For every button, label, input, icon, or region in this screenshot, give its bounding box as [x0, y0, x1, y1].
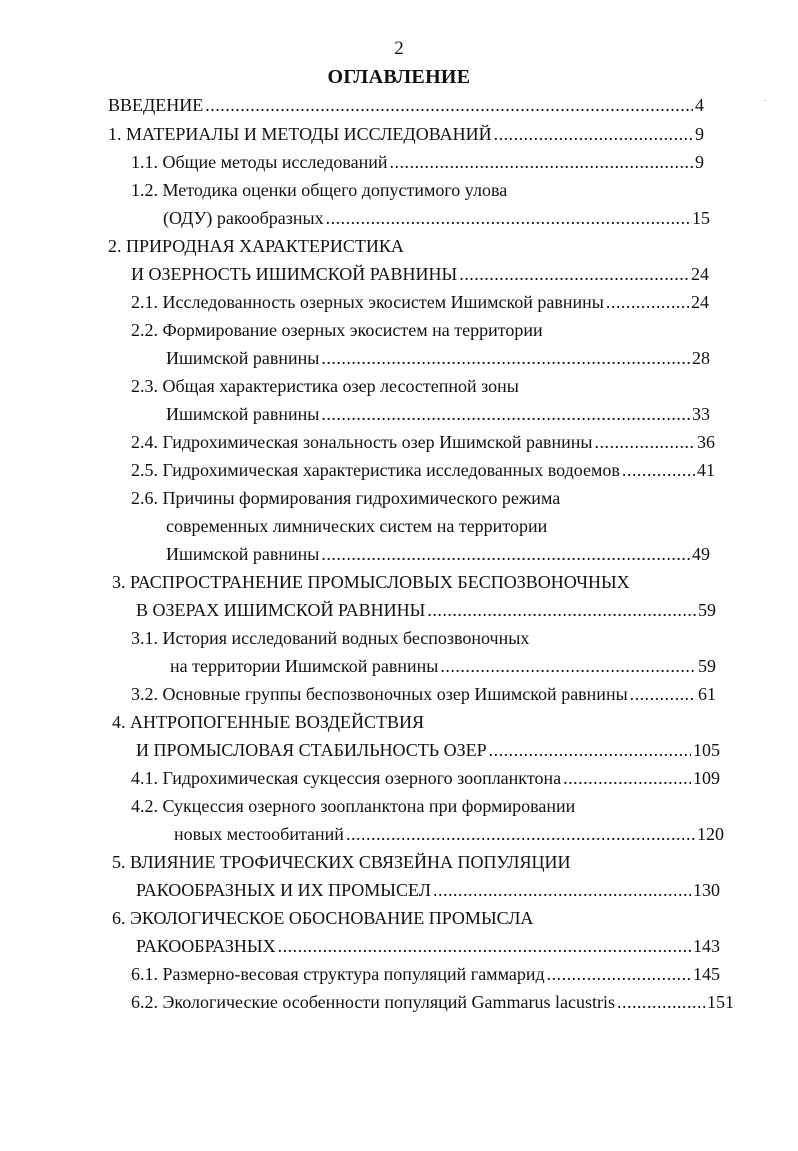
- toc-page-number: 61: [698, 684, 716, 704]
- toc-entry-section-2-4: [131, 431, 715, 453]
- dot-leader: [563, 767, 691, 789]
- toc-entry-chapter-1: [108, 123, 704, 145]
- toc-entry-text: 4.1. Гидрохимическая сукцессия озерного зоопланктона: [131, 768, 562, 788]
- toc-entry-section-2-2-line1: [131, 319, 543, 341]
- toc-entry-text: 3.1. История исследований водных беспозвоночных: [131, 628, 530, 648]
- toc-page-number: 145: [693, 964, 720, 984]
- dot-leader: [321, 403, 690, 425]
- dot-leader: [205, 94, 693, 116]
- toc-entry-chapter-5-line1: [112, 851, 570, 873]
- toc-page-number: 105: [693, 740, 720, 760]
- toc-entry-section-6-1: [131, 963, 720, 985]
- dot-leader: [494, 123, 693, 145]
- toc-entry-text: 2.4. Гидрохимическая зональность озер Ишимской равнины: [131, 432, 593, 452]
- toc-page-number: 151: [707, 992, 734, 1012]
- toc-entry-section-2-3-line1: [131, 375, 519, 397]
- toc-entry-text: 1. МАТЕРИАЛЫ И МЕТОДЫ ИССЛЕДОВАНИЙ: [108, 124, 492, 144]
- toc-page-number: 49: [692, 544, 710, 564]
- dot-leader: [321, 347, 690, 369]
- toc-entry-chapter-6-line1: [112, 907, 533, 929]
- dot-leader: [547, 963, 691, 985]
- dot-leader: [326, 207, 690, 229]
- dot-leader: [489, 739, 691, 761]
- toc-page-number: 4: [695, 95, 704, 115]
- toc-page-number: 33: [692, 404, 710, 424]
- toc-entry-text: 1.2. Методика оценки общего допустимого улова: [131, 180, 508, 200]
- dot-leader: [440, 655, 696, 677]
- toc-page-number: 59: [698, 600, 716, 620]
- toc-page-number: 109: [693, 768, 720, 788]
- toc-entry-text: РАКООБРАЗНЫХ И ИХ ПРОМЫСЕЛ: [136, 880, 431, 900]
- toc-entry-text: Ишимской равнины: [166, 404, 320, 424]
- toc-entry-chapter-6-line2: [136, 935, 720, 957]
- toc-entry-section-2-3-line2: [166, 403, 710, 425]
- toc-entry-text: И ОЗЕРНОСТЬ ИШИМСКОЙ РАВНИНЫ: [131, 264, 458, 284]
- toc-entry-text: 2.1. Исследованность озерных экосистем Ишимской равнины: [131, 292, 604, 312]
- toc-entry-section-2-6-line1: [131, 487, 560, 509]
- toc-entry-text: 3.2. Основные группы беспозвоночных озер Ишимской равнины: [131, 684, 628, 704]
- toc-entry-text: 5. ВЛИЯНИЕ ТРОФИЧЕСКИХ СВЯЗЕЙНА ПОПУЛЯЦИИ: [112, 852, 571, 872]
- toc-entry-text: на территории Ишимской равнины: [170, 656, 439, 676]
- toc-entry-section-4-2-line2: [174, 823, 724, 845]
- toc-entry-section-3-2: [131, 683, 716, 705]
- dot-leader: [433, 879, 691, 901]
- dot-leader: [622, 459, 695, 481]
- dot-leader: [278, 935, 691, 957]
- toc-page-number: 24: [691, 292, 709, 312]
- toc-entry-section-2-6-line2: [166, 515, 547, 537]
- toc-entry-text: 1.1. Общие методы исследований: [131, 152, 388, 172]
- toc-page-number: 15: [692, 208, 710, 228]
- toc-page-number: 28: [692, 348, 710, 368]
- toc-entry-chapter-3-line1: [112, 571, 630, 593]
- toc-page-number: 24: [691, 264, 709, 284]
- toc-entry-text: современных лимнических систем на территории: [166, 516, 548, 536]
- dot-leader: [606, 291, 689, 313]
- toc-entry-chapter-3-line2: [136, 599, 716, 621]
- dot-leader: [346, 823, 695, 845]
- dot-leader: [459, 263, 689, 285]
- toc-entry-text: РАКООБРАЗНЫХ: [136, 936, 276, 956]
- toc-entry-text: новых местообитаний: [174, 824, 344, 844]
- toc-entry-section-2-1: [131, 291, 709, 313]
- toc-entry-section-3-1-line1: [131, 627, 529, 649]
- toc-entry-section-3-1-line2: [170, 655, 716, 677]
- toc-page-number: 59: [698, 656, 716, 676]
- toc-page-number: 130: [693, 880, 720, 900]
- toc-entry-text: Ишимской равнины: [166, 544, 320, 564]
- toc-entry-intro: [108, 94, 704, 116]
- toc-entry-text: 2. ПРИРОДНАЯ ХАРАКТЕРИСТИКА: [108, 236, 404, 256]
- toc-entry-text: 2.6. Причины формирования гидрохимического режима: [131, 488, 561, 508]
- toc-page-number: 120: [697, 824, 724, 844]
- toc-title: ОГЛАВЛЕНИЕ: [327, 66, 471, 88]
- toc-page-number: 143: [693, 936, 720, 956]
- toc-entry-section-4-2-line1: [131, 795, 575, 817]
- toc-entry-chapter-4-line2: [136, 739, 720, 761]
- toc-entry-text: 3. РАСПРОСТРАНЕНИЕ ПРОМЫСЛОВЫХ БЕСПОЗВОНОЧНЫХ: [112, 572, 630, 592]
- toc-entry-section-2-2-line2: [166, 347, 710, 369]
- toc-entry-text: В ОЗЕРАХ ИШИМСКОЙ РАВНИНЫ: [136, 600, 426, 620]
- toc-entry-section-2-6-line3: [166, 543, 710, 565]
- toc-entry-text: 4.2. Сукцессия озерного зоопланктона при формировании: [131, 796, 576, 816]
- dot-leader: [594, 431, 695, 453]
- toc-entry-text: (ОДУ) ракообразных: [163, 208, 324, 228]
- toc-entry-text: 2.3. Общая характеристика озер лесостепной зоны: [131, 376, 519, 396]
- toc-entry-chapter-2-line2: [131, 263, 709, 285]
- scan-speck: [765, 100, 766, 101]
- toc-entry-section-2-5: [131, 459, 715, 481]
- toc-entry-section-6-2: [131, 991, 734, 1013]
- toc-entry-text: 6.1. Размерно-весовая структура популяций гаммарид: [131, 964, 545, 984]
- toc-entry-section-1-2-line2: [163, 207, 710, 229]
- toc-entry-text: 6.2. Экологические особенности популяций Gammarus lacustris: [131, 992, 615, 1012]
- page-number: 2: [394, 38, 404, 59]
- toc-page-number: 41: [697, 460, 715, 480]
- toc-page-number: 9: [695, 152, 704, 172]
- dot-leader: [427, 599, 696, 621]
- toc-entry-text: 6. ЭКОЛОГИЧЕСКОЕ ОБОСНОВАНИЕ ПРОМЫСЛА: [112, 908, 534, 928]
- toc-entry-text: И ПРОМЫСЛОВАЯ СТАБИЛЬНОСТЬ ОЗЕР: [136, 740, 487, 760]
- toc-entry-text: 2.5. Гидрохимическая характеристика исследованных водоемов: [131, 460, 620, 480]
- toc-entry-section-1-1: [131, 151, 704, 173]
- dot-leader: [390, 151, 693, 173]
- toc-entry-text: Ишимской равнины: [166, 348, 320, 368]
- toc-entry-chapter-2-line1: [108, 235, 404, 257]
- toc-entry-text: ВВЕДЕНИЕ: [108, 95, 204, 115]
- toc-entry-section-4-1: [131, 767, 720, 789]
- dot-leader: [617, 991, 705, 1013]
- dot-leader: [321, 543, 690, 565]
- toc-page-number: 9: [695, 124, 704, 144]
- toc-entry-chapter-5-line2: [136, 879, 720, 901]
- toc-page-number: 36: [697, 432, 715, 452]
- toc-entry-text: 2.2. Формирование озерных экосистем на территории: [131, 320, 543, 340]
- toc-entry-text: 4. АНТРОПОГЕННЫЕ ВОЗДЕЙСТВИЯ: [112, 712, 425, 732]
- toc-entry-section-1-2-line1: [131, 179, 507, 201]
- toc-entry-chapter-4-line1: [112, 711, 424, 733]
- dot-leader: [630, 683, 696, 705]
